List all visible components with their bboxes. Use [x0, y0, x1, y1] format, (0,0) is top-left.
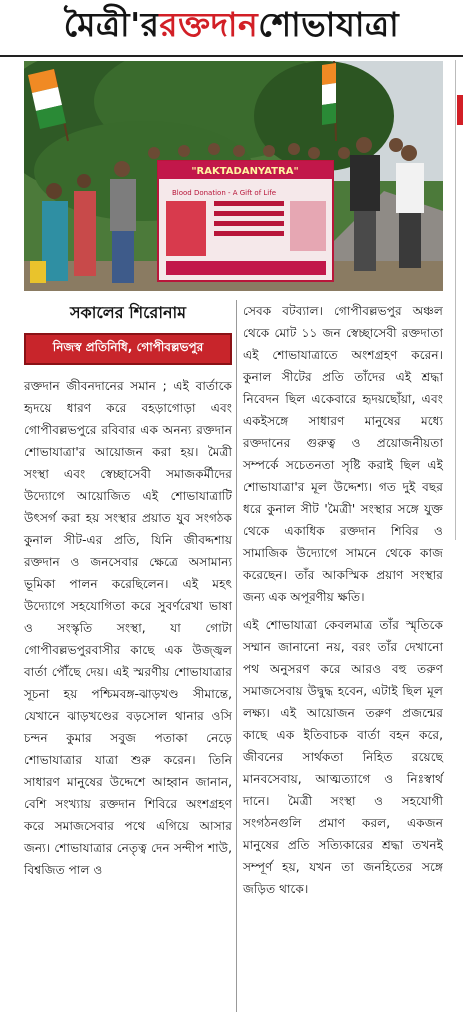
article-paragraph-1: রক্তদান জীবনদানের সমান ; এই বার্তাকে হৃদয়ে ধারণ করে বহড়াগোড়া এবং গোপীবল্লভপুরে রবিবার এক অনন্য রক্তদান শোভাযাত্রা'র আয়োজন করা হয়। মৈত্রী সংস্থা এবং স্বেচ্ছাসেবী সমাজকর্মীদের উদ্যোগে আয়োজিত এই শোভাযাত্রাটি উৎসর্গ করা হয় সংস্থার প্রয়াত যুব সংগঠক কুনাল সীট-এর প্রতি, যিনি জীবদ্দশায় রক্তদান ও জনসেবার ক্ষেত্রে অসামান্য ভূমিকা পালন করেছিলেন। এই মহৎ উদ্যোগে সহযোগিতা করে সুবর্ণরেখা ভাষা ও সংস্কৃতি সংস্থা, যা গোটা গোপীবল্লভপুরবাসীর কাছে এক উজ্জ্বল বার্তা পৌঁছে দেয়। এই স্মরণীয় শোভাযাত্রার সূচনা হয় পশ্চিমবঙ্গ-ঝাড়খণ্ড সীমান্তে, যেখানে ঝাড়খণ্ডের বড়সোল থানার ওসি চন্দন কুমার সবুজ পতাকা নেড়ে শোভাযাত্রার যাত্রা শুরু করেন। তিনি সাধারণ মানুষের উদ্দেশে আহ্বান জানান, বেশি সংখ্যায় রক্তদান শিবিরে অংশগ্রহণ করে সমাজসেবার পথে এগিয়ে আসার জন্য। শোভাযাত্রার নেতৃত্ব দেন সন্দীপ শাউ, বিশ্বজিত পাল ও	[24, 379, 232, 877]
headline-rule	[0, 55, 463, 57]
article-paragraph-3: এই শোভাযাত্রা কেবলমাত্র তাঁর স্মৃতিকে সম্মান জানানো নয়, বরং তাঁর দেখানো পথ অনুসরণ করে আরও বহু তরুণ সমাজসেবায় উদ্বুদ্ধ হবেন, এটাই ছিল মূল লক্ষ্য। এই আয়োজন তরুণ প্রজন্মের কাছে এক ইতিবাচক বার্তা বহন করে, জীবনের সার্থকতা নিহিত রয়েছে মানবসেবায়, আত্মত্যাগে ও নিঃস্বার্থ দানে। মৈত্রী সংস্থা ও সহযোগী সংগঠনগুলি প্রমাণ করল, একজন মানুষের প্রতি সত্যিকারের শ্রদ্ধা তখনই সম্পূর্ণ হয়, যখন তা জনহিতের সঙ্গে জড়িত থাকে।	[243, 618, 443, 896]
page-edge-rule	[455, 60, 456, 540]
headline-part3: শোভাযাত্রা	[258, 5, 400, 44]
article-column-right	[243, 300, 443, 900]
column-divider	[236, 300, 237, 1012]
section-title: সকালের শিরোনাম	[69, 303, 187, 322]
article-column-left	[24, 300, 232, 881]
news-photo	[24, 61, 443, 291]
byline-badge: নিজস্ব প্রতিনিধি, গোপীবল্লভপুর	[24, 333, 232, 365]
banner-title: "RAKTADANYATRA"	[191, 166, 299, 177]
headline-part1: মৈত্রী'র	[63, 5, 160, 44]
headline-highlight: রক্তদান	[159, 5, 259, 44]
article-paragraph-2: সেবক বটব্যাল। গোপীবল্লভপুর অঞ্চল থেকে মোট ১১ জন স্বেচ্ছাসেবী রক্তদাতা এই শোভাযাত্রাতে অংশগ্রহণ করেন। কুনাল সীটের প্রতি তাঁদের এই শ্রদ্ধা নিবেদন ছিল একেবারে হৃদয়ছোঁয়া, এবং একইসঙ্গে সাধারণ মানুষের মধ্যে রক্তদানের গুরুত্ব ও প্রয়োজনীয়তা সম্পর্কে সচেতনতা সৃষ্টি করাই ছিল এই শোভাযাত্রা'র মূল উদ্দেশ্য। গত দুই বছর ধরে কুনাল সীট 'মৈত্রী' সংস্থার সঙ্গে যুক্ত থেকে একাধিক রক্তদান শিবির ও সামাজিক উদ্যোগে সামনে থেকে কাজ করেছেন। তাঁর আকস্মিক প্রয়াণ সংস্থার জন্য এক অপূরণীয় ক্ষতি।	[243, 304, 443, 604]
headline	[0, 0, 463, 54]
page-edge-marker	[457, 95, 463, 125]
banner-subtitle: Blood Donation - A Gift of Life	[171, 189, 277, 197]
